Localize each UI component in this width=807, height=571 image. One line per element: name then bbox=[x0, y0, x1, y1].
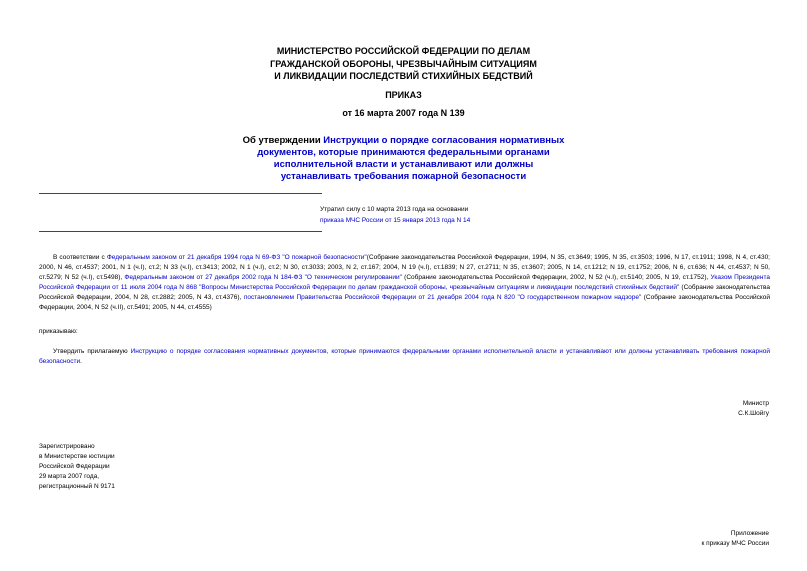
ministry-line-2: ГРАЖДАНСКОЙ ОБОРОНЫ, ЧРЕЗВЫЧАЙНЫМ СИТУАЦИЯМ bbox=[270, 58, 537, 69]
status-note bbox=[320, 205, 580, 226]
tech-regulation-law-link[interactable]: Федеральным законом от 27 декабря 2002 года N 184-ФЗ "О техническом регулировании" bbox=[124, 274, 402, 281]
title-link-line-4[interactable]: устанавливать требования пожарной безопасности bbox=[280, 171, 527, 182]
appendix-line-2: к приказу МЧС России bbox=[701, 540, 769, 547]
ministry-line-1: МИНИСТЕРСТВО РОССИЙСКОЙ ФЕДЕРАЦИИ ПО ДЕЛАМ bbox=[276, 46, 531, 56]
registration-block bbox=[39, 442, 259, 492]
status-link[interactable]: приказа МЧС России от 15 января 2013 года N 14 bbox=[320, 216, 471, 224]
signature-block bbox=[600, 399, 769, 419]
document-title bbox=[0, 135, 807, 183]
title-prefix: Об утверждении bbox=[242, 135, 324, 146]
government-resolution-link[interactable]: постановлением Правительства Российской Федерации от 21 декабря 2004 года N 820 "О государственном пожарном надзоре" bbox=[243, 294, 642, 301]
preamble-paragraph bbox=[39, 253, 770, 313]
ministry-heading bbox=[0, 45, 807, 83]
signature-name: С.К.Шойгу bbox=[738, 410, 769, 417]
preamble-text: (Собрание законодательства Российской Федерации, 2004, N 28, ст.2882; 2005, N 43, ст.4376), bbox=[39, 284, 770, 301]
approve-paragraph bbox=[39, 347, 770, 367]
appendix-line-1: Приложение bbox=[730, 530, 769, 537]
title-link-line-3[interactable]: исполнительной власти и устанавливают или должны bbox=[273, 159, 534, 170]
order-word: приказываю: bbox=[39, 328, 78, 335]
status-text: Утратил силу с 10 марта 2013 года на основании bbox=[320, 206, 469, 213]
preamble-text: (Собрание законодательства Российской Федерации, 2004, N 52 (ч.II), ст.5491; 2005, N 44, ст.4555) bbox=[39, 294, 770, 311]
signature-position: Министр bbox=[742, 400, 769, 407]
registration-line-1: Зарегистрировано bbox=[39, 443, 95, 450]
divider bbox=[39, 193, 322, 194]
instruction-link[interactable]: Инструкцию о порядке согласования нормативных документов, которые принимаются федеральными органами исполнительной власти и устанавливают или должны устанавливать требования пожарной безопасности bbox=[39, 348, 770, 365]
title-link-line-1[interactable]: Инструкции о порядке согласования нормативных bbox=[323, 135, 565, 146]
approve-text: Утвердить прилагаемую bbox=[53, 348, 131, 355]
presidential-decree-link[interactable]: Указом Президента Российской Федерации от 11 июля 2004 года N 868 "Вопросы Министерства Российской Федерации по делам гражданской обороны, чрезвычайным ситуациям и ликвидации последствий стихийных бедствий" bbox=[39, 274, 770, 291]
ministry-line-3: И ЛИКВИДАЦИИ ПОСЛЕДСТВИЙ СТИХИЙНЫХ БЕДСТВИЙ bbox=[274, 71, 533, 81]
registration-line-5: регистрационный N 9171 bbox=[39, 483, 115, 490]
preamble-text: В соответствии с bbox=[53, 254, 107, 261]
document-date: от 16 марта 2007 года N 139 bbox=[342, 108, 465, 118]
approve-text: . bbox=[80, 358, 82, 365]
registration-line-2: в Министерстве юстиции bbox=[39, 453, 115, 460]
appendix-note bbox=[600, 529, 769, 549]
registration-line-4: 29 марта 2007 года, bbox=[39, 473, 100, 480]
divider bbox=[39, 231, 322, 232]
preamble-text: (Собрание законодательства Российской Федерации, 2002, N 52 (ч.I), ст.5140; 2005, N 19, ст.1752), bbox=[401, 274, 711, 281]
registration-line-3: Российской Федерации bbox=[39, 463, 110, 470]
fire-safety-law-link[interactable]: Федеральным законом от 21 декабря 1994 года N 69-ФЗ "О пожарной безопасности" bbox=[106, 254, 367, 261]
document-type: ПРИКАЗ bbox=[385, 90, 422, 100]
title-link-line-2[interactable]: документов, которые принимаются федеральными органами bbox=[257, 147, 550, 158]
preamble-text: (Собрание законодательства Российской Федерации, 1994, N 35, ст.3649; 1995, N 35, ст.3503; 1996, N 17, ст.1911; 1998, N 4, ст.430; 2000, N 46, ст.4537; 2001, N 1 (ч.I), ст.2; N 33 (ч.I), ст.3413; 2002, N 1 (ч.I), ст.2; N 30, ст.3033; 2003, N 2, ст.167; 2004, N 19 (ч.I), ст.1839; N 27, ст.2711; N 35, ст.3607; 2005, N 14, ст.1212; N 19, ст.1752; 2006, N 6, ст.636; N 44, ст.4537; N 50, ст.5279; N 52 (ч.I), ст.5498), bbox=[39, 254, 770, 281]
